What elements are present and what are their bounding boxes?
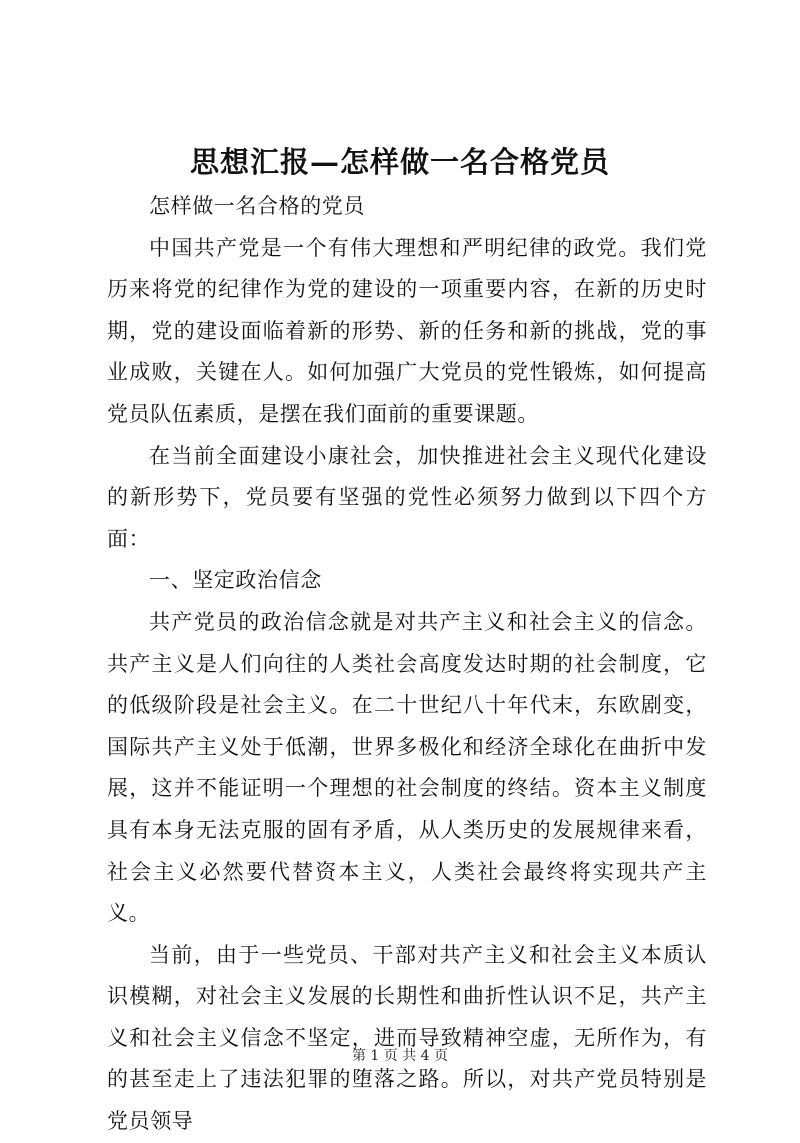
page-footer: 第 1 页 共 4 页 (351, 1048, 449, 1064)
document-body (107, 186, 707, 1143)
body-paragraph: 在当前全面建设小康社会，加快推进社会主义现代化建设的新形势下，党员要有坚强的党性必须努力做到以下四个方面： (107, 443, 707, 551)
subtitle-paragraph: 怎样做一名合格的党员 (149, 194, 365, 218)
body-paragraph: 当前，由于一些党员、干部对共产主义和社会主义本质认识模糊，对社会主义发展的长期性和曲折性认识不足，共产主义和社会主义信念不坚定，进而导致精神空虚，无所作为，有的甚至走上了违法犯罪的堕落之路。所以，对共产党员特别是党员领导 (107, 942, 707, 1134)
body-paragraph: 共产党员的政治信念就是对共产主义和社会主义的信念。共产主义是人们向往的人类社会高度发达时期的社会制度，它的低级阶段是社会主义。在二十世纪八十年代末，东欧剧变，国际共产主义处于低潮，世界多极化和经济全球化在曲折中发展，这并不能证明一个理想的社会制度的终结。资本主义制度具有本身无法克服的固有矛盾，从人类历史的发展规律来看，社会主义必然要代替资本主义，人类社会最终将实现共产主义。 (107, 609, 707, 926)
body-paragraph: 中国共产党是一个有伟大理想和严明纪律的政党。我们党历来将党的纪律作为党的建设的一项重要内容，在新的历史时期，党的建设面临着新的形势、新的任务和新的挑战，党的事业成败，关键在人。如何加强广大党员的党性锻炼，如何提高党员队伍素质，是摆在我们面前的重要课题。 (107, 235, 707, 426)
section-heading: 一、坚定政治信念 (149, 568, 322, 593)
document-title: 思想汇报—怎样做一名合格党员 (189, 145, 610, 179)
